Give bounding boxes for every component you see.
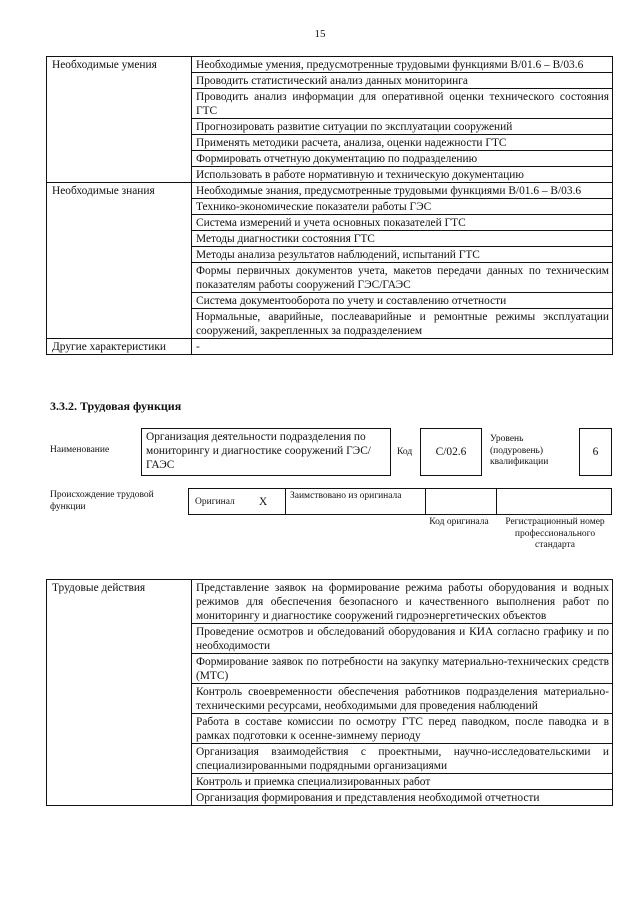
knowledge-label: Необходимые знания xyxy=(47,183,192,339)
labor-action-item: Представление заявок на формирование режима работы оборудования и водных режимов для обеспечения безопасного и качественного выполнения работ по мониторингу и диагностике сооружений гидроэнергетических объектов xyxy=(192,580,613,624)
table-row xyxy=(47,580,613,624)
skill-item: Проводить статистический анализ данных мониторинга xyxy=(192,73,613,89)
skill-item: Необходимые умения, предусмотренные трудовыми функциями В/01.6 – В/03.6 xyxy=(192,57,613,73)
knowledge-item: Нормальные, аварийные, послеаварийные и ремонтные режимы эксплуатации сооружений, закрепленных за подразделением xyxy=(192,309,613,339)
skills-label: Необходимые умения xyxy=(47,57,192,183)
code-label: Код xyxy=(397,447,413,457)
skill-item: Проводить анализ информации для оперативной оценки технического состояния ГТС xyxy=(192,89,613,119)
labor-action-item: Проведение осмотров и обследований оборудования и КИА согласно графику и по необходимости xyxy=(192,624,613,654)
other-characteristics-label: Другие характеристики xyxy=(47,339,192,355)
origin-box xyxy=(188,488,612,515)
function-code-box xyxy=(420,428,482,476)
divider xyxy=(285,489,286,514)
registration-number-caption: Регистрационный номер профессионального стандарта xyxy=(505,517,605,550)
knowledge-item: Методы анализа результатов наблюдений, испытаний ГТС xyxy=(192,247,613,263)
table-row xyxy=(47,339,613,355)
name-label: Наименование xyxy=(50,445,110,455)
section-title: 3.3.2. Трудовая функция xyxy=(50,399,182,413)
labor-actions-table xyxy=(46,579,613,806)
original-code-caption: Код оригинала xyxy=(429,517,489,527)
labor-action-item: Контроль своевременности обеспечения работников подразделения материально-техническими ресурсами, необходимыми для проведения наблюдений xyxy=(192,684,613,714)
knowledge-item: Технико-экономические показатели работы ГЭС xyxy=(192,199,613,215)
function-name-box xyxy=(141,428,391,476)
labor-action-item: Организация взаимодействия с проектными, научно-исследовательскими и специализированными подрядными организациями xyxy=(192,744,613,774)
qualification-level-box xyxy=(579,428,612,476)
labor-action-item: Организация формирования и представления необходимой отчетности xyxy=(192,790,613,806)
origin-label: Происхождение трудовой функции xyxy=(50,490,154,512)
page-number: 15 xyxy=(314,28,326,40)
knowledge-item: Система документооборота по учету и составлению отчетности xyxy=(192,293,613,309)
knowledge-item: Необходимые знания, предусмотренные трудовыми функциями В/01.6 – В/03.6 xyxy=(192,183,613,199)
borrowed-label: Заимствовано из оригинала xyxy=(290,491,402,501)
function-code: С/02.6 xyxy=(435,446,467,458)
other-characteristics-value: - xyxy=(192,339,613,355)
skill-item: Использовать в работе нормативную и техническую документацию xyxy=(192,167,613,183)
labor-action-item: Контроль и приемка специализированных работ xyxy=(192,774,613,790)
skills-knowledge-table xyxy=(46,56,613,355)
original-label: Оригинал xyxy=(195,497,235,507)
knowledge-item: Система измерений и учета основных показателей ГТС xyxy=(192,215,613,231)
level-label: Уровень (подуровень) квалификации xyxy=(490,434,549,467)
skill-item: Прогнозировать развитие ситуации по эксплуатации сооружений xyxy=(192,119,613,135)
original-mark: X xyxy=(259,496,268,508)
divider xyxy=(425,489,426,514)
qualification-level: 6 xyxy=(592,446,599,458)
divider xyxy=(496,489,497,514)
knowledge-item: Методы диагностики состояния ГТС xyxy=(192,231,613,247)
labor-actions-label: Трудовые действия xyxy=(47,580,192,806)
skill-item: Применять методики расчета, анализа, оценки надежности ГТС xyxy=(192,135,613,151)
knowledge-item: Формы первичных документов учета, макетов передачи данных по техническим показателям работы сооружений ГЭС/ГАЭС xyxy=(192,263,613,293)
function-name: Организация деятельности подразделения по мониторингу и диагностике сооружений ГЭС/ГАЭС xyxy=(146,431,371,471)
table-row xyxy=(47,183,613,199)
skill-item: Формировать отчетную документацию по подразделению xyxy=(192,151,613,167)
table-row xyxy=(47,57,613,73)
labor-action-item: Формирование заявок по потребности на закупку материально-технических средств (МТС) xyxy=(192,654,613,684)
labor-action-item: Работа в составе комиссии по осмотру ГТС перед паводком, после паводка и в рамках подготовки к осенне-зимнему периоду xyxy=(192,714,613,744)
